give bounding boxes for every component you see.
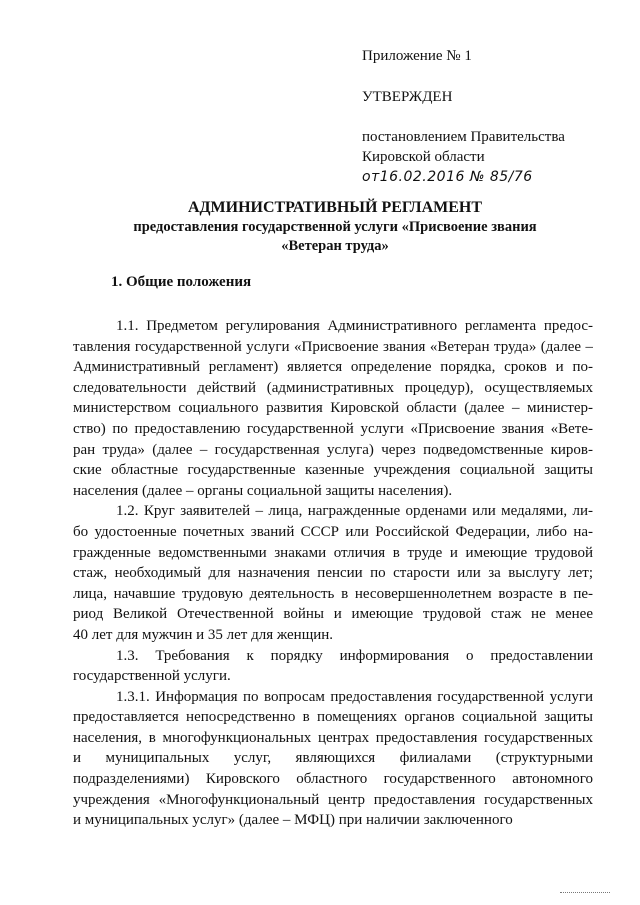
- paragraph-line: ство) по предоставлению государственной услуги «Присвоение звания «Вете-: [73, 420, 593, 437]
- decree-line-2: Кировской области: [362, 149, 485, 165]
- title-subtitle-line-2: «Ветеран труда»: [281, 238, 389, 254]
- paragraph-line: ские областные государственные казенные учреждения социальной защиты: [73, 462, 593, 479]
- title-subtitle-line-1: предоставления государственной услуги «Присвоение звания: [133, 219, 537, 235]
- paragraph: [73, 501, 593, 645]
- approval-block: [362, 46, 622, 187]
- title-main: АДМИНИСТРАТИВНЫЙ РЕГЛАМЕНТ: [187, 199, 483, 216]
- document-title: [70, 198, 600, 256]
- paragraph-line: 1.3. Требования к порядку информирования о предоставлении: [116, 647, 593, 664]
- paragraph-line: риод Великой Отечественной войны и имеющие трудовой стаж не менее: [73, 606, 593, 623]
- paragraph-line: лица, начавшие трудовую деятельность в несовершеннолетнем возрасте в пе-: [73, 585, 593, 602]
- paragraph-line: следовательности действий (административных процедур), осуществляемых: [73, 379, 593, 396]
- paragraph-line: 1.1. Предметом регулирования Административного регламента предос-: [116, 318, 593, 334]
- paragraph-line: и муниципальных услуг» (далее – МФЦ) при наличии заключенного: [73, 812, 513, 829]
- approved-label: УТВЕРЖДЕН: [362, 89, 453, 105]
- paragraph-line: населения (далее – органы социальной защиты населения).: [73, 482, 453, 499]
- paragraph-line: бо удостоенные почетных званий СССР или Российской Федерации, либо на-: [73, 523, 593, 540]
- paragraph-line: государственной услуги.: [73, 668, 231, 685]
- decree-line-1: постановлением Правительства: [362, 129, 565, 145]
- paragraph-line: гражденные ведомственными знаками отличия в труде и имеющие трудовой: [73, 544, 593, 561]
- paragraph-line: тавления государственной услуги «Присвоение звания «Ветеран труда» (далее –: [73, 338, 593, 355]
- paragraph-line: министерством социального развития Кировской области (далее – министер-: [73, 400, 593, 417]
- page-corner-mark: [560, 892, 610, 894]
- decree-date-number: от16.02.2016 № 85/76: [362, 169, 533, 185]
- paragraph-line: Административный регламент) является определение порядка, сроков и по-: [73, 359, 593, 376]
- paragraph-line: подразделениями) Кировского областного государственного автономного: [73, 771, 593, 788]
- paragraph-line: учреждения «Многофункциональный центр предоставления государственных: [73, 791, 593, 808]
- paragraph: [73, 687, 593, 831]
- paragraph: [73, 316, 593, 501]
- paragraph-line: ран труда» (далее – государственная услуга) через подведомственные киров-: [73, 441, 593, 458]
- paragraph-line: 40 лет для мужчин и 35 лет для женщин.: [73, 626, 334, 643]
- paragraph-line: населения, в многофункциональных центрах предоставления государственных: [73, 729, 593, 746]
- paragraph-line: и муниципальных услуг, являющихся филиалами (структурными: [73, 750, 593, 767]
- appendix-label: Приложение № 1: [362, 48, 472, 64]
- paragraph-line: 1.3.1. Информация по вопросам предоставления государственной услуги: [116, 688, 593, 705]
- paragraph: [73, 646, 593, 687]
- section-heading: 1. Общие положения: [111, 274, 252, 290]
- body-text: [73, 316, 593, 831]
- paragraph-line: предоставляется непосредственно в помещениях органов социальной защиты: [73, 709, 593, 726]
- paragraph-line: стаж, необходимый для назначения пенсии по старости или за выслугу лет;: [73, 565, 593, 582]
- paragraph-line: 1.2. Круг заявителей – лица, награжденные орденами или медалями, ли-: [116, 503, 593, 520]
